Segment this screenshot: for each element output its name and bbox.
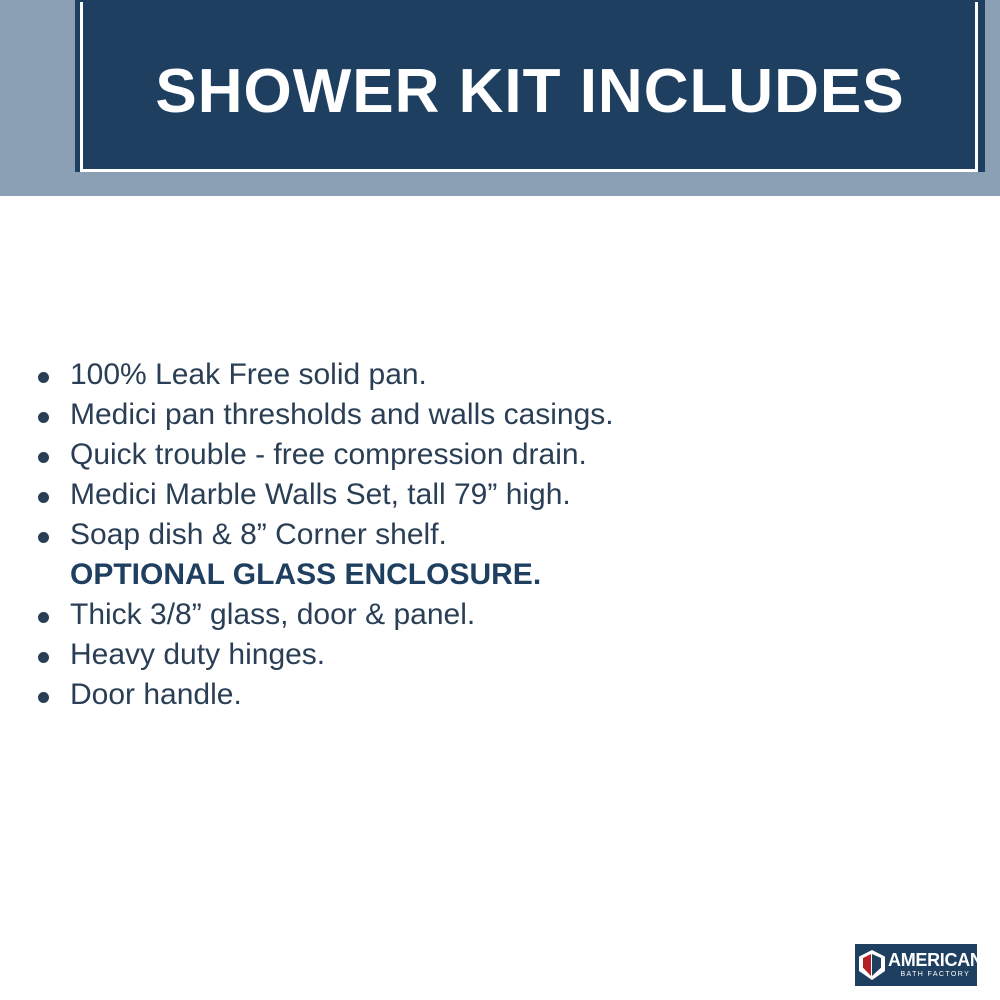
- list-item: [0, 675, 1000, 715]
- header-band: [30, 0, 970, 196]
- shield-icon: [859, 950, 885, 980]
- list-item: [0, 355, 1000, 395]
- list-item-label: Heavy duty hinges.: [70, 638, 326, 671]
- list-item-label: 100% Leak Free solid pan.: [70, 358, 427, 391]
- list-item: [0, 595, 1000, 635]
- page-header: [0, 0, 1000, 196]
- bullet-icon: [38, 452, 49, 463]
- bullet-icon: [38, 492, 49, 503]
- logo-text: [888, 951, 983, 980]
- list-item: [0, 395, 1000, 435]
- kit-contents: [0, 355, 1000, 715]
- bullet-icon: [38, 612, 49, 623]
- bullet-icon: [38, 372, 49, 383]
- included-items-list: [0, 355, 1000, 555]
- list-item-label: Thick 3/8” glass, door & panel.: [70, 598, 476, 631]
- list-item: [0, 435, 1000, 475]
- logo-brand-name: AMERICAN: [888, 949, 983, 970]
- optional-enclosure-heading: OPTIONAL GLASS ENCLOSURE.: [70, 558, 542, 591]
- header-band-left: [0, 0, 30, 196]
- logo-tagline: BATH FACTORY: [900, 970, 971, 978]
- list-item-label: Medici Marble Walls Set, tall 79” high.: [70, 478, 571, 511]
- page-title: SHOWER KIT INCLUDES: [155, 57, 905, 126]
- bullet-icon: [38, 412, 49, 423]
- header-title-panel: [75, 0, 985, 172]
- list-item: [0, 635, 1000, 675]
- bullet-icon: [38, 692, 49, 703]
- list-item-label: Soap dish & 8” Corner shelf.: [70, 518, 447, 551]
- list-item-label: Medici pan thresholds and walls casings.: [70, 398, 614, 431]
- bullet-icon: [38, 652, 49, 663]
- list-item-label: Quick trouble - free compression drain.: [70, 438, 587, 471]
- list-item: [0, 475, 1000, 515]
- list-item-label: Door handle.: [70, 678, 242, 711]
- optional-items-list: [0, 595, 1000, 715]
- bullet-icon: [38, 532, 49, 543]
- list-item: [0, 515, 1000, 555]
- brand-logo: [855, 944, 983, 986]
